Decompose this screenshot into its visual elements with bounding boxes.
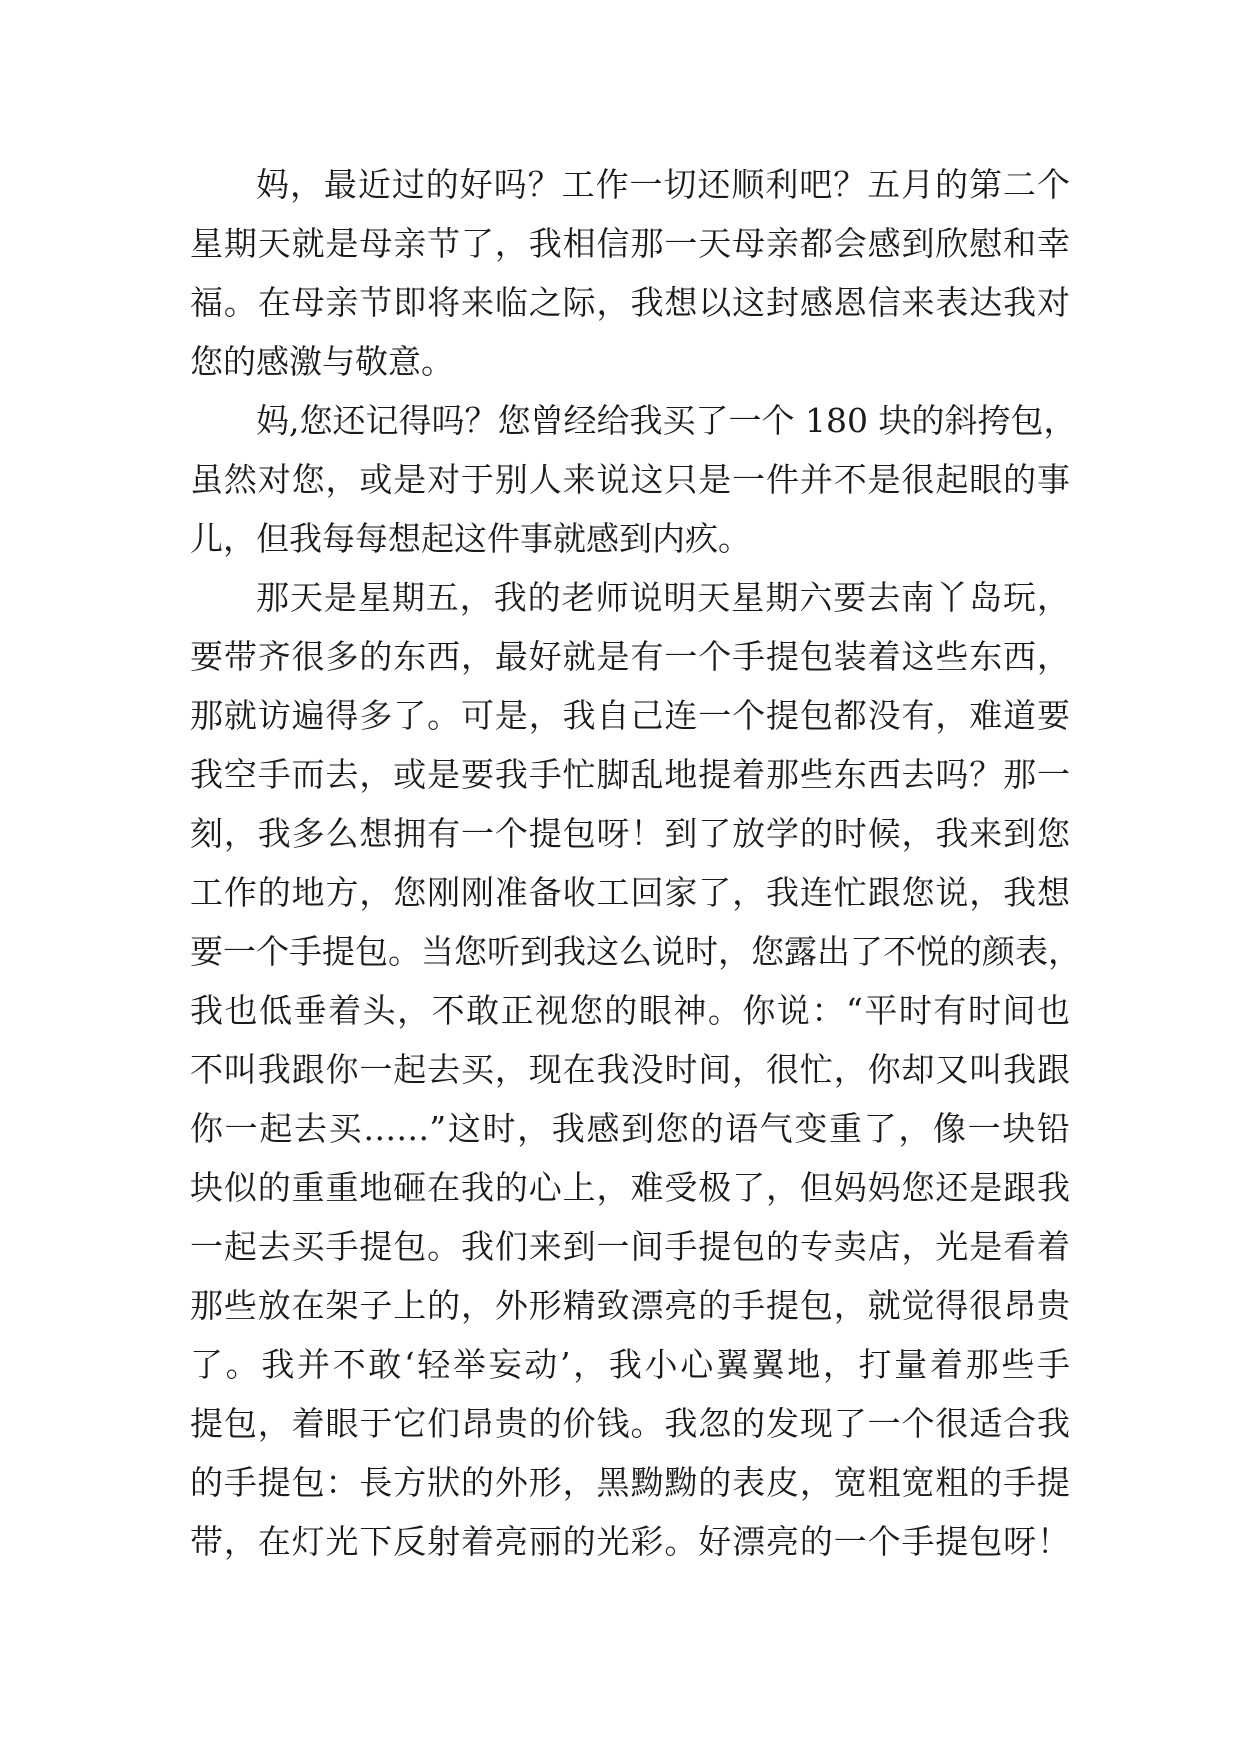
paragraph-1-line-2: 星期天就是母亲节了，我相信那一天母亲都会感到欣慰和幸 <box>190 224 1070 263</box>
paragraph-2-line-1: 妈,您还记得吗？您曾经给我买了一个 180 块的斜挎包， <box>256 401 1077 440</box>
paragraph-3-line-6: 工作的地方，您刚刚准备收工回家了，我连忙跟您说，我想 <box>190 873 1070 912</box>
paragraph-3-line-13: 那些放在架子上的，外形精致漂亮的手提包，就觉得很昂贵 <box>190 1286 1070 1325</box>
paragraph-1-line-4: 您的感激与敬意。 <box>190 342 454 381</box>
paragraph-3-line-3: 那就访遍得多了。可是，我自己连一个提包都没有，难道要 <box>190 696 1070 735</box>
paragraph-1-line-3: 福。在母亲节即将来临之际，我想以这封感恩信来表达我对 <box>190 283 1070 322</box>
paragraph-3-line-9: 不叫我跟你一起去买，现在我没时间，很忙，你却又叫我跟 <box>190 1050 1070 1089</box>
paragraph-3-line-2: 要带齐很多的东西，最好就是有一个手提包装着这些东西， <box>190 637 1070 676</box>
paragraph-3-line-16: 的手提包：長方狀的外形，黑黝黝的表皮，宽粗宽粗的手提 <box>190 1463 1070 1502</box>
paragraph-3-line-11: 块似的重重地砸在我的心上，难受极了，但妈妈您还是跟我 <box>190 1168 1070 1207</box>
paragraph-3-line-10: 你一起去买……”这时，我感到您的语气变重了，像一块铅 <box>190 1109 1070 1148</box>
paragraph-3-line-8: 我也低垂着头，不敢正视您的眼神。你说：“平时有时间也 <box>190 991 1070 1030</box>
paragraph-3-line-14: 了。我并不敢‘轻举妄动’，我小心翼翼地，打量着那些手 <box>190 1345 1070 1384</box>
paragraph-3-line-17: 带，在灯光下反射着亮丽的光彩。好漂亮的一个手提包呀！ <box>190 1522 1070 1561</box>
paragraph-3-line-1: 那天是星期五，我的老师说明天星期六要去南丫岛玩， <box>256 578 1070 617</box>
letter-body <box>190 155 1081 1571</box>
paragraph-3-line-15: 提包，着眼于它们昂贵的价钱。我忽的发现了一个很适合我 <box>190 1404 1070 1443</box>
paragraph-3-line-5: 刻，我多么想拥有一个提包呀！到了放学的时候，我来到您 <box>190 814 1070 853</box>
paragraph-2-line-3: 儿，但我每每想起这件事就感到内疚。 <box>190 519 751 558</box>
paragraph-3-line-4: 我空手而去，或是要我手忙脚乱地提着那些东西去吗？那一 <box>190 755 1070 794</box>
paragraph-1-line-1: 妈，最近过的好吗？工作一切还顺利吧？五月的第二个 <box>256 165 1070 204</box>
paragraph-2-line-2: 虽然对您，或是对于别人来说这只是一件并不是很起眼的事 <box>190 460 1070 499</box>
paragraph-3-line-12: 一起去买手提包。我们来到一间手提包的专卖店，光是看着 <box>190 1227 1070 1266</box>
paragraph-3-line-7: 要一个手提包。当您听到我这么说时，您露出了不悦的颜表， <box>190 932 1081 971</box>
